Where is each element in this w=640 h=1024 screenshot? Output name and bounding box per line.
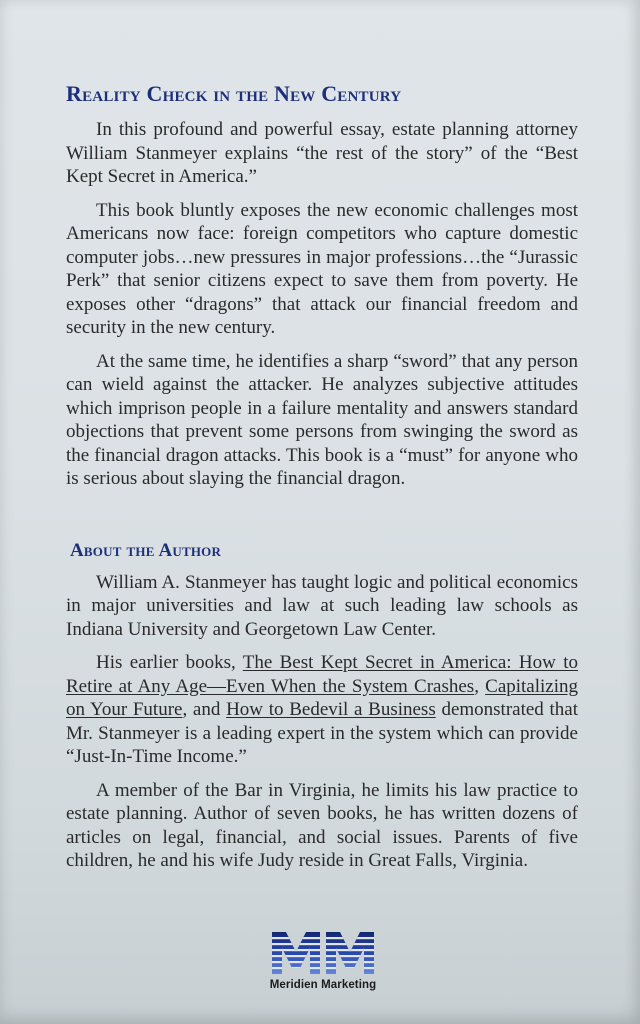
back-cover-text — [66, 80, 578, 883]
section-heading-reality-check: Reality Check in the New Century — [66, 81, 402, 106]
paragraph-sword: At the same time, he identifies a sharp “sword” that any person can wield against the attacker. He analyzes subjective attitudes which imprison people in a failure mentality and answers standard objections that prevent some persons from swinging the sword as the financial dragon attacks. This book is a “must” for anyone who is serious about slaying the financial dragon. — [66, 350, 578, 489]
section-heading-about-author: About the Author — [70, 539, 222, 561]
paragraph-essay-intro: In this profound and powerful essay, estate planning attorney William Stanmeyer explains “the rest of the story” of the “Best Kept Secret in America.” — [66, 119, 578, 187]
books-separator-2: , and — [182, 699, 227, 720]
mm-logo-icon — [270, 928, 376, 976]
paragraph-author-bio: William A. Stanmeyer has taught logic and political economics in major universities and law at such leading law schools as Indiana University and Georgetown Law Center. — [66, 571, 578, 640]
paragraph-economic-challenges: This book bluntly exposes the new economic challenges most Americans now face: foreign competitors who capture domestic computer jobs…new pressures in major professions…the “Jurassic Perk” that senior citizens expect to save them from poverty. He exposes other “dragons” that attack our financial freedom and security in the new century. — [66, 199, 578, 338]
paragraph-bar-virginia: A member of the Bar in Virginia, he limits his law practice to estate planning. Author of seven books, he has written dozens of articles on legal, financial, and social issues. Parents of five children, he and his wife Judy reside in Great Falls, Virginia. — [66, 779, 578, 871]
book-title-bedevil: How to Bedevil a Business — [226, 699, 436, 720]
books-intro-text: His earlier books, — [96, 652, 243, 673]
book-title-capitalizing: Capitalizing on Your Future — [66, 675, 579, 720]
publisher-name: Meridien Marketing — [269, 979, 377, 991]
publisher-logo — [264, 928, 382, 994]
book-title-best-kept-secret: The Best Kept Secret in America: How to Retire at Any Age—Even When the System Crashes — [66, 652, 578, 697]
paragraph-earlier-books — [66, 651, 578, 769]
books-outro-text: demonstrated that Mr. Stanmeyer is a leading expert in the system which can provide “Just-In-Time Income.” — [66, 699, 578, 767]
books-separator-1: , — [474, 675, 486, 697]
